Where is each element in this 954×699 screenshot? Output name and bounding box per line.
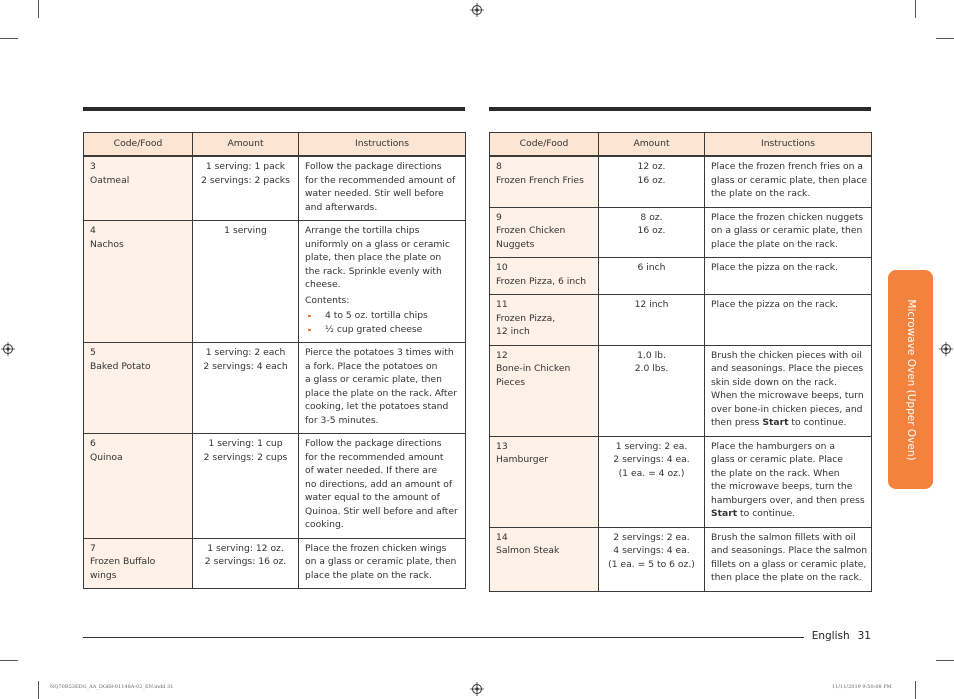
instructions-cell — [705, 295, 872, 346]
instruction-line: on a glass or ceramic plate, then — [711, 225, 863, 236]
instruction-line: for the recommended amount — [305, 451, 444, 463]
contents-item: 4 to 5 oz. tortilla chips — [305, 309, 459, 323]
crop-mark — [936, 38, 954, 39]
amount-line: 2 servings: 4 each — [203, 360, 288, 372]
instruction-line: Place the pizza on the rack. — [711, 299, 838, 310]
code-food-cell — [84, 434, 193, 539]
instruction-line: on a glass or ceramic plate, then — [305, 556, 457, 567]
instruction-line: then place the plate on the rack. — [711, 572, 862, 583]
code-food-cell — [84, 538, 193, 589]
crop-mark — [915, 681, 916, 699]
crop-mark — [38, 681, 39, 699]
amount-line: 2 servings: 2 cups — [203, 451, 288, 463]
instruction-line: place the plate on the rack. — [711, 238, 838, 250]
instruction-text: then press — [711, 417, 763, 428]
amount-line: 2 servings: 2 packs — [201, 174, 290, 186]
food-name: Bone-in Chicken — [496, 363, 571, 374]
instructions-cell — [705, 527, 872, 591]
instruction-line: Place the frozen chicken nuggets — [711, 211, 864, 223]
recipe-table-left — [83, 132, 466, 589]
code-food-cell — [490, 295, 599, 346]
recipe-table-right — [489, 132, 872, 592]
imprint-file: NQ70R53ЕDG_AA_DG68-01148A-02_EN.indd 31 — [50, 684, 174, 690]
instructions-cell — [299, 538, 466, 589]
instruction-line: for 3-5 minutes. — [305, 414, 379, 426]
registration-mark-icon — [470, 3, 484, 17]
amount-line: 16 oz. — [637, 225, 666, 236]
table-row — [490, 436, 872, 527]
instructions-cell — [705, 156, 872, 207]
instruction-line: place the plate on the rack. — [305, 569, 432, 581]
amount-line: 2 servings: 4 ea. — [613, 454, 690, 465]
instruction-line: Place the pizza on the rack. — [711, 262, 838, 273]
amount-cell — [193, 156, 299, 221]
instructions-cell — [705, 207, 872, 258]
right-column-bar — [489, 107, 871, 111]
amount-cell — [193, 221, 299, 343]
instruction-line: skin side down on the rack. — [711, 376, 837, 388]
food-code: 6 — [90, 438, 96, 449]
instruction-line — [711, 416, 865, 430]
instruction-line: and seasonings. Place the salmon — [711, 545, 868, 556]
table-row — [490, 258, 872, 295]
crop-mark — [915, 0, 916, 18]
column-header-code-food: Code/Food — [84, 133, 193, 157]
instruction-line: and seasonings. Place the pieces — [711, 363, 864, 374]
food-code: 10 — [496, 262, 508, 273]
instruction-line: Quinoa. Stir well before and after — [305, 505, 458, 517]
registration-mark-icon — [470, 682, 484, 696]
footer-rule — [83, 637, 804, 638]
instructions-cell — [705, 345, 872, 436]
registration-mark-icon — [939, 342, 953, 356]
table-row — [490, 527, 872, 591]
amount-cell — [193, 343, 299, 434]
amount-line: 16 oz. — [637, 174, 666, 186]
instruction-line: the plate on the rack. When — [711, 467, 840, 479]
amount-line: 1 serving: 2 each — [205, 347, 286, 358]
food-code: 3 — [90, 161, 96, 172]
food-name: Salmon Steak — [496, 545, 560, 556]
instruction-line: Arrange the tortilla chips — [305, 225, 420, 236]
food-name: Frozen Pizza, 6 inch — [496, 275, 587, 287]
instruction-line: Follow the package directions — [305, 438, 442, 449]
amount-cell — [599, 156, 705, 207]
food-name: Nachos — [90, 238, 124, 250]
crop-mark — [0, 38, 18, 39]
table-row — [84, 434, 466, 539]
instructions-cell — [299, 434, 466, 539]
food-code: 9 — [496, 211, 502, 223]
instructions-cell — [299, 156, 466, 221]
table-row — [490, 295, 872, 346]
food-name: Baked Potato — [90, 360, 151, 372]
start-button-label: Start — [711, 508, 738, 519]
table-row — [490, 207, 872, 258]
food-name: Pieces — [496, 376, 526, 388]
code-food-cell — [490, 345, 599, 436]
food-name: Frozen French Fries — [496, 174, 584, 186]
amount-cell — [599, 345, 705, 436]
column-header-instructions: Instructions — [299, 133, 466, 157]
section-side-tab — [888, 270, 933, 489]
code-food-cell — [490, 207, 599, 258]
instruction-line: a glass or ceramic plate, then — [305, 374, 442, 385]
amount-cell — [599, 527, 705, 591]
amount-cell — [599, 436, 705, 527]
amount-line: 1 serving — [224, 225, 267, 236]
table-row — [84, 156, 466, 221]
instructions-cell — [299, 343, 466, 434]
food-code: 5 — [90, 347, 96, 358]
instruction-line: over bone-in chicken pieces, and — [711, 403, 863, 415]
instructions-cell — [705, 258, 872, 295]
food-code: 8 — [496, 161, 502, 172]
amount-line: 1 serving: 1 cup — [208, 438, 283, 449]
page-number: 31 — [857, 630, 871, 642]
food-name: Nuggets — [496, 238, 535, 250]
table-row — [490, 345, 872, 436]
amount-line: 2 servings: 16 oz. — [204, 556, 287, 567]
instruction-line: glass or ceramic plate, then place — [711, 174, 868, 186]
section-side-tab-label: Microwave Oven (Upper Oven) — [904, 298, 917, 461]
instruction-line: cheese. — [305, 279, 341, 290]
amount-line: (1 ea. = 4 oz.) — [618, 467, 685, 479]
food-name: 12 inch — [496, 326, 530, 337]
instruction-line: the microwave beeps, turn the — [711, 481, 853, 492]
column-header-amount: Amount — [599, 133, 705, 157]
instruction-line: water needed. Stir well before — [305, 188, 444, 199]
instruction-line: for the recommended amount of — [305, 174, 456, 186]
footer — [812, 630, 871, 642]
food-name: Frozen Chicken — [496, 225, 566, 236]
food-name: Hamburger — [496, 454, 549, 465]
contents-item: ½ cup grated cheese — [305, 323, 459, 337]
amount-line: 2.0 lbs. — [634, 363, 669, 374]
code-food-cell — [490, 156, 599, 207]
amount-line: 8 oz. — [640, 211, 663, 223]
amount-cell — [193, 434, 299, 539]
column-header-instructions: Instructions — [705, 133, 872, 157]
food-code: 11 — [496, 299, 508, 310]
instruction-line: cooking, let the potatoes stand — [305, 401, 449, 412]
instruction-line: place the plate on the rack. After — [305, 387, 457, 399]
instruction-line: and afterwards. — [305, 201, 378, 213]
food-name: Frozen Buffalo — [90, 556, 156, 567]
instruction-line: When the microwave beeps, turn — [711, 390, 864, 401]
food-name: wings — [90, 569, 117, 581]
instruction-line: Follow the package directions — [305, 161, 442, 172]
instruction-text: to continue. — [788, 417, 847, 428]
instruction-line: Place the hamburgers on a — [711, 440, 835, 452]
table-row — [490, 156, 872, 207]
instruction-line: a fork. Place the potatoes on — [305, 360, 438, 372]
instruction-line: of water needed. If there are — [305, 465, 438, 476]
footer-language: English — [811, 630, 850, 642]
food-code: 12 — [496, 349, 508, 361]
table-row — [84, 538, 466, 589]
crop-mark — [936, 660, 954, 661]
amount-line: 1 serving: 1 pack — [205, 161, 286, 172]
instruction-line: no directions, add an amount of — [305, 478, 453, 490]
instruction-line: Brush the chicken pieces with oil — [711, 349, 862, 361]
instructions-cell — [299, 221, 466, 343]
instruction-line: fillets on a glass or ceramic plate, — [711, 558, 867, 570]
code-food-cell — [84, 343, 193, 434]
amount-cell — [599, 258, 705, 295]
code-food-cell — [84, 156, 193, 221]
food-code: 14 — [496, 531, 508, 543]
instruction-line: glass or ceramic plate. Place — [711, 454, 843, 465]
instruction-line: the plate on the rack. — [711, 188, 811, 199]
food-name: Oatmeal — [90, 174, 130, 186]
code-food-cell — [84, 221, 193, 343]
imprint-date: 11/11/2019 9:50:08 PM — [832, 684, 892, 690]
table-header-row — [84, 133, 466, 157]
amount-line: 2 servings: 2 ea. — [613, 531, 690, 543]
food-name: Frozen Pizza, — [496, 312, 556, 324]
instruction-line: Place the frozen french fries on a — [711, 161, 863, 172]
crop-mark — [38, 0, 39, 18]
table-row — [84, 343, 466, 434]
amount-line: 4 servings: 4 ea. — [613, 545, 690, 556]
amount-cell — [599, 207, 705, 258]
amount-line: 1 serving: 2 ea. — [615, 440, 688, 452]
amount-line: (1 ea. = 5 to 6 oz.) — [608, 558, 695, 570]
table-row — [84, 221, 466, 343]
amount-cell — [599, 295, 705, 346]
amount-line: 12 inch — [634, 299, 669, 310]
amount-line: 1.0 lb. — [637, 349, 666, 361]
left-column-bar — [83, 107, 465, 111]
instruction-line: uniformly on a glass or ceramic — [305, 238, 450, 250]
instruction-line: Place the frozen chicken wings — [305, 542, 447, 554]
crop-mark — [0, 660, 18, 661]
table-header-row — [490, 133, 872, 157]
instruction-line: plate, then place the plate on — [305, 252, 442, 263]
column-header-amount: Amount — [193, 133, 299, 157]
contents-label: Contents: — [305, 294, 350, 306]
start-button-label: Start — [762, 417, 789, 428]
amount-line: 12 oz. — [637, 161, 666, 172]
instruction-line: cooking. — [305, 519, 344, 530]
code-food-cell — [490, 436, 599, 527]
instruction-line: hamburgers over, and then press — [711, 494, 865, 506]
food-code: 13 — [496, 440, 508, 452]
food-code: 7 — [90, 542, 96, 554]
column-header-code-food: Code/Food — [490, 133, 599, 157]
instructions-cell — [705, 436, 872, 527]
contents-list — [305, 309, 459, 336]
food-name: Quinoa — [90, 451, 123, 463]
instruction-text: to continue. — [737, 508, 796, 519]
amount-line: 6 inch — [637, 262, 666, 273]
instruction-line: Brush the salmon fillets with oil — [711, 531, 856, 543]
amount-cell — [193, 538, 299, 589]
instruction-line: Pierce the potatoes 3 times with — [305, 347, 454, 358]
registration-mark-icon — [1, 342, 15, 356]
amount-line: 1 serving: 12 oz. — [207, 542, 284, 554]
food-code: 4 — [90, 225, 96, 236]
instruction-line: water equal to the amount of — [305, 492, 440, 503]
code-food-cell — [490, 258, 599, 295]
code-food-cell — [490, 527, 599, 591]
instruction-line — [711, 507, 865, 521]
instruction-line: the rack. Sprinkle evenly with — [305, 265, 442, 277]
